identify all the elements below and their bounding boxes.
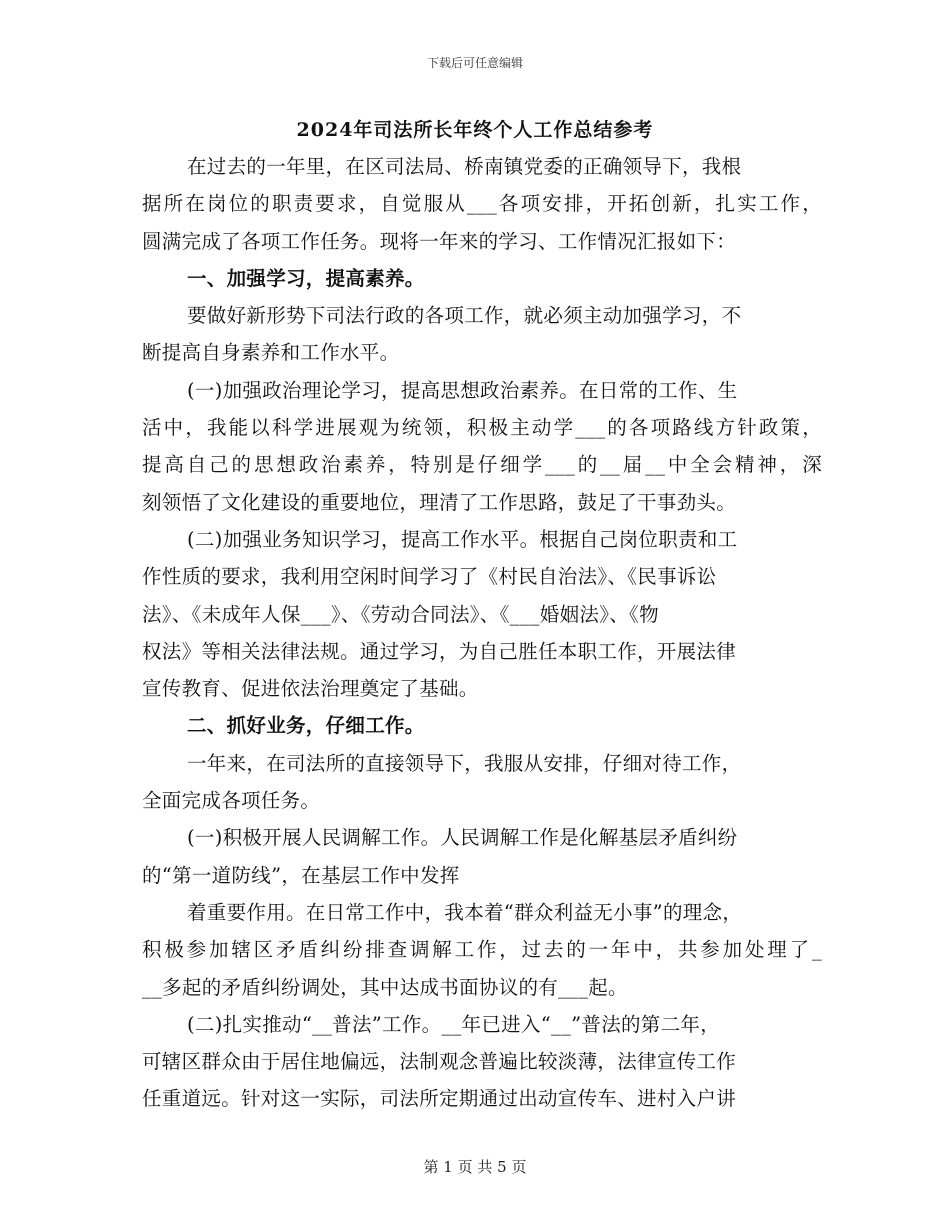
- paragraph-line: (二)加强业务知识学习，提高工作水平。根据自己岗位职责和工: [187, 527, 738, 551]
- paragraph-line: 据所在岗位的职责要求，自觉服从___各项安排，开拓创新，扎实工作，: [142, 192, 822, 216]
- paragraph-line: 可辖区群众由于居住地偏远，法制观念普遍比较淡薄，法律宣传工作: [142, 1050, 737, 1074]
- paragraph-line: 断提高自身素养和工作水平。: [142, 341, 400, 365]
- paragraph-line: 作性质的要求，我利用空闲时间学习了《村民自治法》、《民事诉讼: [142, 565, 717, 589]
- paragraph-line: 活中，我能以科学进展观为统领，积极主动学___的各项路线方针政策，: [142, 416, 822, 440]
- paragraph-line: 在过去的一年里，在区司法局、桥南镇党委的正确领导下，我根: [187, 155, 742, 178]
- header-note: 下载后可任意编辑: [426, 56, 523, 70]
- paragraph-line: 要做好新形势下司法行政的各项工作，就必须主动加强学习，不: [187, 304, 742, 328]
- paragraph-line: (一)积极开展人民调解工作。人民调解工作是化解基层矛盾纠纷: [187, 826, 738, 850]
- paragraph-line: 提高自己的思想政治素养，特别是仔细学___的__届__中全会精神，深: [142, 453, 822, 477]
- paragraph-line: __多起的矛盾纠纷调处，其中达成书面协议的有___起。: [142, 975, 628, 999]
- section-heading: 一、加强学习，提高素养。: [187, 266, 425, 290]
- paragraph-line: 宣传教育、促进依法治理奠定了基础。: [142, 677, 479, 701]
- paragraph-line: (一)加强政治理论学习，提高思想政治素养。在日常的工作、生: [187, 378, 738, 402]
- paragraph-line: 一年来，在司法所的直接领导下，我服从安排，仔细对待工作，: [187, 751, 742, 775]
- document-body: [142, 148, 822, 1118]
- paragraph-line: 着重要作用。在日常工作中，我本着“群众利益无小事”的理念，: [187, 900, 743, 924]
- paragraph-line: 权法》等相关法律法规。通过学习，为自己胜任本职工作，开展法律: [142, 639, 737, 663]
- page-number: 第 1 页 共 5 页: [423, 1158, 527, 1176]
- paragraph-line: 刻领悟了文化建设的重要地位，理清了工作思路，鼓足了干事劲头。: [142, 490, 737, 514]
- paragraph-line: 积极参加辖区矛盾纠纷排查调解工作，过去的一年中，共参加处理了_: [142, 938, 822, 962]
- paragraph-line: 圆满完成了各项工作任务。现将一年来的学习、工作情况汇报如下：: [142, 229, 737, 253]
- paragraph-line: 全面完成各项任务。: [142, 789, 321, 813]
- section-heading: 二、抓好业务，仔细工作。: [187, 714, 425, 738]
- paragraph-line: 法》、《未成年人保___》、《劳动合同法》、《___婚姻法》、《物: [142, 602, 659, 626]
- paragraph-line: 任重道远。针对这一实际，司法所定期通过出动宣传车、进村入户讲: [142, 1087, 737, 1111]
- paragraph-line: 的“第一道防线”，在基层工作中发挥: [142, 863, 460, 887]
- document-title: 2024年司法所长年终个人工作总结参考: [296, 119, 654, 141]
- paragraph-line: (二)扎实推动“__普法”工作。__年已进入“__”普法的第二年，: [187, 1012, 720, 1036]
